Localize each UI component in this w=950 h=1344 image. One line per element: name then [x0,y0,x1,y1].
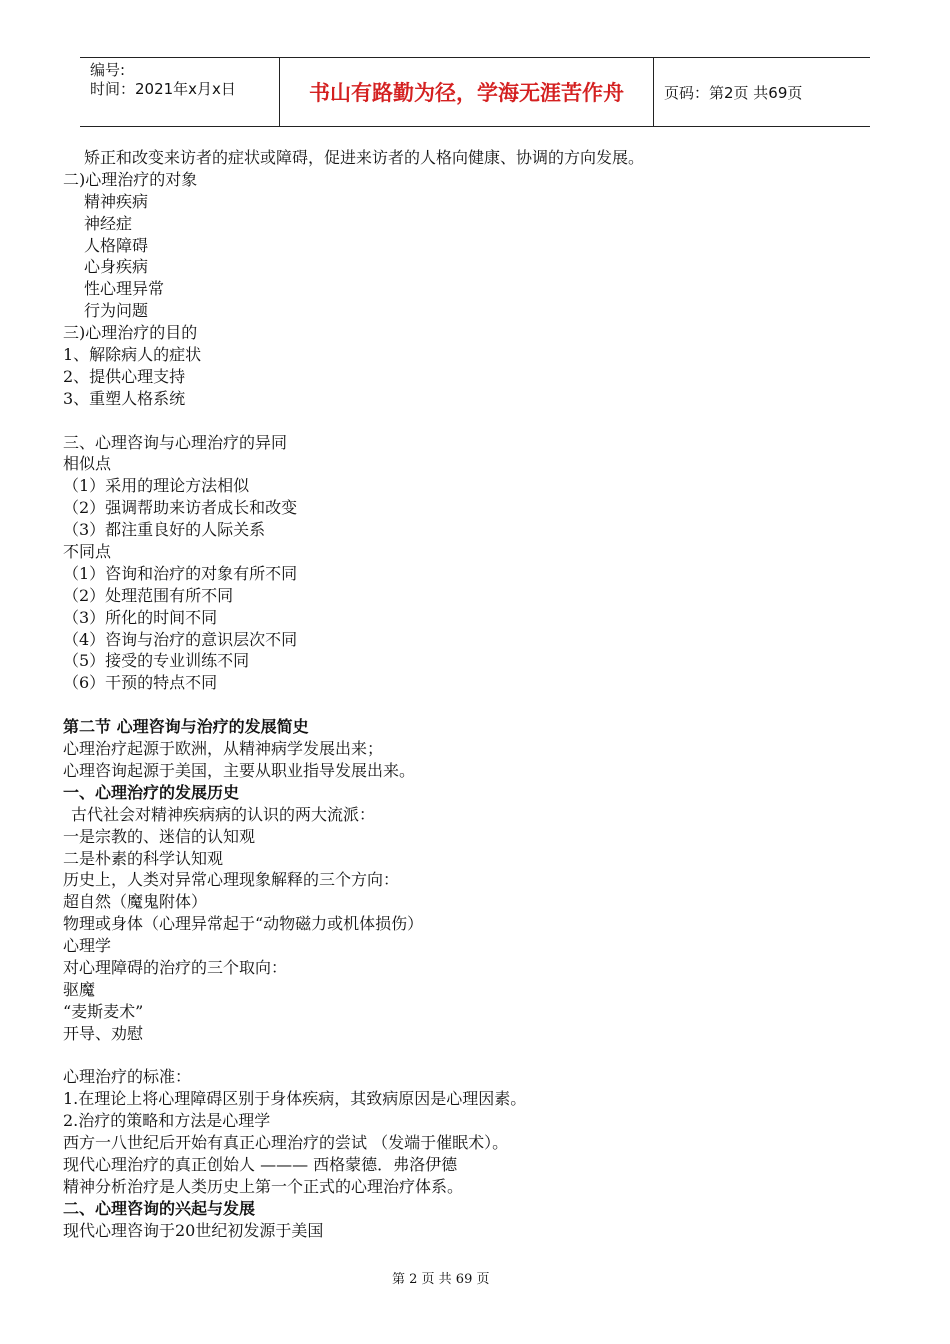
body-line: 古代社会对精神疾病病的认识的两大流派： [71,804,376,824]
body-line: 心身疾病 [84,257,149,277]
blank-line [63,694,883,716]
header-meta [80,58,280,126]
body-line: 开导、劝慰 [63,1023,144,1043]
body-line: 2.治疗的策略和方法是心理学 [63,1111,271,1131]
body-line: 矫正和改变来访者的症状或障碍，促进来访者的人格向健康、协调的方向发展。 [84,148,645,167]
body-line: 2、提供心理支持 [63,366,186,386]
body-line: 心理学 [63,936,112,956]
header-motto: 书山有路勤为径，学海无涯苦作舟 [280,58,654,126]
document-body [63,147,883,1242]
blank-line [63,410,883,432]
body-line: 三)心理治疗的目的 [63,323,198,343]
body-line: 二)心理治疗的对象 [63,169,198,189]
body-line: （3）都注重良好的人际关系 [63,520,266,540]
body-line: （3）所化的时间不同 [63,607,218,627]
body-line: 精神分析治疗是人类历史上第一个正式的心理治疗体系。 [63,1176,464,1196]
body-line: （6）干预的特点不同 [63,673,218,693]
body-line: 精神疾病 [84,191,149,211]
body-line: 一是宗教的、迷信的认知观 [63,826,256,846]
body-line: （1）咨询和治疗的对象有所不同 [63,563,298,583]
body-line: 人格障碍 [84,235,149,255]
body-line: （2）处理范围有所不同 [63,585,234,605]
body-line: 西方一八世纪后开始有真正心理治疗的尝试 （发端于催眠术）。 [63,1133,509,1153]
page-footer: 第 2 页 共 69 页 [392,1272,490,1287]
body-line: （2）强调帮助来访者成长和改变 [63,498,298,518]
section-heading: 第二节 心理咨询与治疗的发展简史 [63,717,309,737]
body-line: 不同点 [63,542,112,562]
body-line: 心理治疗起源于欧洲，从精神病学发展出来； [63,739,384,759]
body-line: 现代心理治疗的真正创始人 ——— 西格蒙德．弗洛伊德 [63,1154,458,1174]
body-line: 现代心理咨询于20世纪初发源于美国 [63,1220,324,1240]
blank-line [63,1045,883,1067]
body-line: 行为问题 [84,301,149,321]
body-line: 3、重塑人格系统 [63,388,186,408]
body-line: 心理治疗的标准： [63,1067,192,1087]
body-line: 对心理障碍的治疗的三个取向： [63,957,288,977]
header-page-info: 页码：第2页 共69页 [664,83,803,102]
body-line: 1、解除病人的症状 [63,345,202,365]
body-line: （1）采用的理论方法相似 [63,476,250,496]
body-line: 三、心理咨询与心理治疗的异同 [63,432,288,452]
body-line: 历史上，人类对异常心理现象解释的三个方向： [63,870,400,890]
body-line: 心理咨询起源于美国，主要从职业指导发展出来。 [63,760,416,780]
body-line: 神经症 [84,213,133,233]
section-heading: 一、心理治疗的发展历史 [63,782,240,802]
body-line: 物理或身体（心理异常起于“动物磁力或机体损伤） [63,914,424,934]
document-number-label: 编号: [90,61,126,79]
body-line: 相似点 [63,454,112,474]
body-line: 超自然（魔鬼附体） [63,892,208,912]
body-line: 1.在理论上将心理障碍区别于身体疾病，其致病原因是心理因素。 [63,1089,527,1109]
body-line: 二是朴素的科学认知观 [63,848,224,868]
body-line: （4）咨询与治疗的意识层次不同 [63,629,298,649]
body-line: （5）接受的专业训练不同 [63,651,250,671]
document-time-label: 时间：2021年x月x日 [90,80,236,98]
body-line: 驱魔 [63,979,96,999]
page-header [80,57,870,127]
body-line: 性心理异常 [84,279,165,299]
body-line: “麦斯麦术” [63,1001,144,1021]
section-heading: 二、心理咨询的兴起与发展 [63,1198,256,1218]
